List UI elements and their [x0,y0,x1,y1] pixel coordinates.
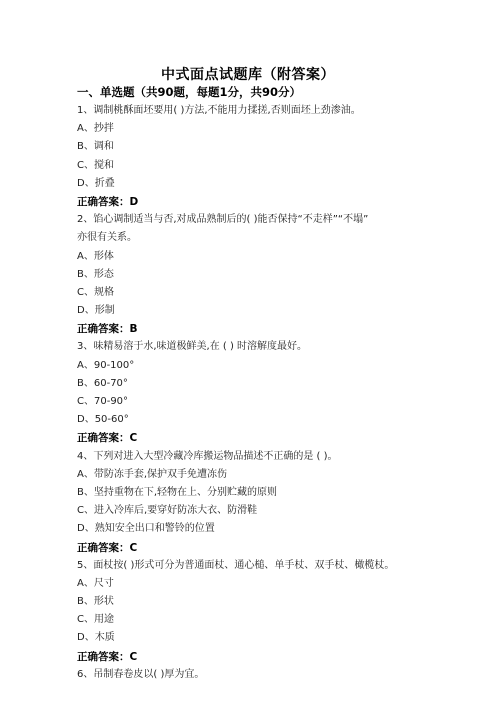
document-title: 中式面点试题库（附答案） [161,67,335,83]
question-item [77,338,437,447]
question-text: 1、调制桃酥面坯要用( )方法,不能用力揉搓,否则面坯上劲渗油。 [77,105,361,116]
answer-option: D、50-60° [77,414,129,426]
answer-option: B、形状 [77,596,114,608]
answer-option: D、形制 [77,305,115,317]
answer-option: C、进入冷库后,要穿好防冻大衣、防滑鞋 [77,505,258,517]
answer-option: B、坚持重物在下,轻物在上、分别贮藏的原则 [77,486,278,498]
question-text: 6、吊制春卷皮以( )厚为宜。 [77,668,205,680]
question-item [77,666,437,684]
answer-option: A、形体 [77,250,114,262]
answer-option: C、搅和 [77,159,114,171]
question-text: 亦很有关系。 [77,232,137,244]
question-item [77,102,437,211]
answer-option: B、60-70° [77,377,128,389]
correct-answer: 正确答案：C [77,432,138,445]
question-item [77,448,437,557]
answer-option: D、折叠 [77,177,115,189]
answer-option: A、尺寸 [77,577,114,589]
answer-option: C、规格 [77,286,114,298]
question-text: 5、面杖按( )形式可分为普通面杖、通心槌、单手杖、双手杖、橄榄杖。 [77,559,395,571]
answer-option: D、熟知安全出口和警铃的位置 [77,523,215,535]
answer-option: A、抄拌 [77,123,114,135]
answer-option: D、木质 [77,632,115,644]
answer-option: B、形态 [77,268,114,280]
answer-option: A、90-100° [77,359,135,371]
question-text: 3、味精易溶于水,味道极鲜美,在 ( ) 时溶解度最好。 [77,341,308,353]
answer-option: C、70-90° [77,396,129,407]
question-text: 2、馅心调制适当与否,对成品熟制后的( )能否保持“不走样”“不塌” [77,214,369,226]
answer-option: C、用途 [77,614,114,626]
question-item [77,557,437,666]
correct-answer: 正确答案：C [77,541,138,554]
answer-option: A、带防冻手套,保护双手免遭冻伤 [77,468,228,480]
correct-answer: 正确答案：D [77,195,139,208]
answer-option: B、调和 [77,141,114,153]
section-heading: 一、单选题（共90题，每题1分，共90分） [77,85,302,99]
question-text: 4、下列对进入大型冷藏冷库搬运物品描述不正确的是 ( )。 [77,450,338,462]
correct-answer: 正确答案：C [77,650,138,663]
correct-answer: 正确答案：B [77,323,138,336]
question-item [77,211,437,338]
question-list [77,102,437,684]
